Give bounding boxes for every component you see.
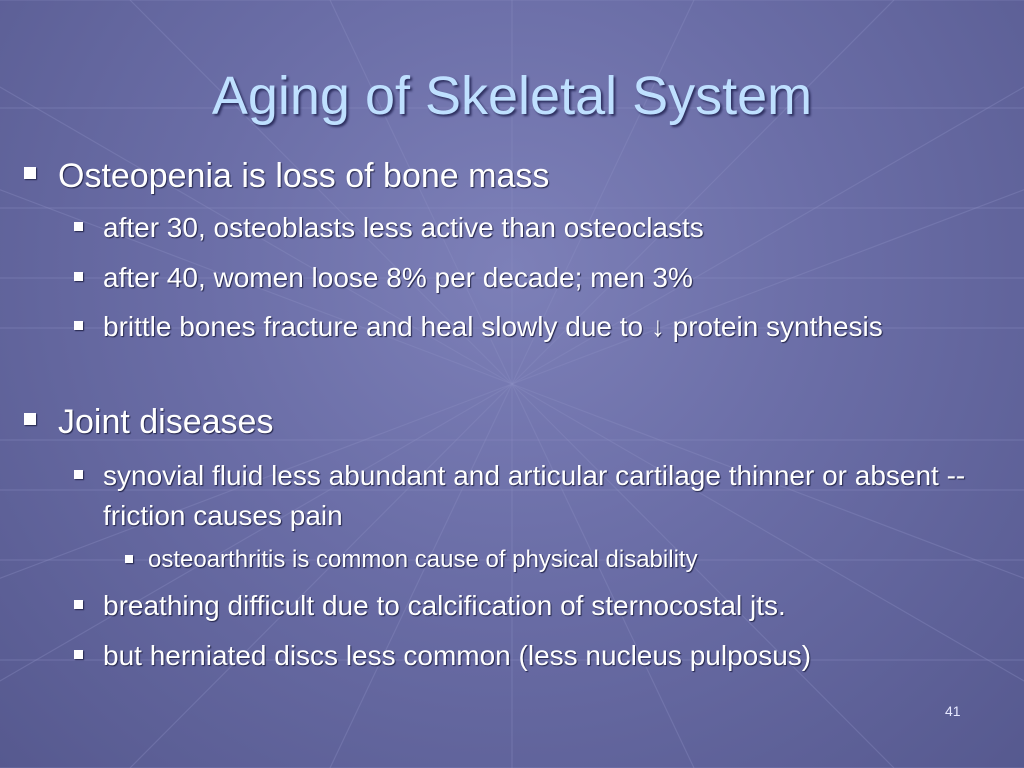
bullet-osteopenia bbox=[58, 156, 1008, 196]
square-bullet-icon bbox=[74, 650, 83, 659]
square-bullet-icon bbox=[74, 321, 83, 330]
sub-bullet-breathing bbox=[103, 586, 1018, 626]
square-bullet-icon bbox=[74, 600, 83, 609]
bullet-text: after 30, osteoblasts less active than osteoclasts bbox=[103, 212, 704, 243]
bullet-text: but herniated discs less common (less nucleus pulposus) bbox=[103, 640, 812, 671]
bullet-text: breathing difficult due to calcification of sternocostal jts. bbox=[103, 590, 786, 621]
sub-bullet-after-30 bbox=[103, 208, 1018, 248]
bullet-text: after 40, women loose 8% per decade; men 3% bbox=[103, 262, 693, 293]
square-bullet-icon bbox=[24, 167, 36, 179]
bullet-text: brittle bones fracture and heal slowly due to ↓ protein synthesis bbox=[103, 311, 883, 342]
slide-title: Aging of Skeletal System bbox=[211, 66, 813, 126]
bullet-text: Joint diseases bbox=[58, 403, 274, 441]
square-bullet-icon bbox=[74, 222, 83, 231]
bullet-text: osteoarthritis is common cause of physical disability bbox=[148, 546, 698, 573]
page-number: 41 bbox=[945, 703, 961, 719]
square-bullet-icon bbox=[74, 272, 83, 281]
sub-bullet-brittle-bones bbox=[103, 307, 1018, 347]
bullet-text: synovial fluid less abundant and articular cartilage thinner or absent -- friction causes pain bbox=[103, 460, 966, 531]
bullet-joint-diseases bbox=[58, 402, 1008, 442]
square-bullet-icon bbox=[24, 413, 36, 425]
sub-bullet-synovial-fluid bbox=[103, 456, 1018, 536]
sub-bullet-after-40 bbox=[103, 258, 1018, 298]
bullet-text: Osteopenia is loss of bone mass bbox=[58, 157, 550, 195]
sub-sub-bullet-osteoarthritis bbox=[148, 545, 1008, 575]
sub-bullet-herniated-discs bbox=[103, 636, 1018, 676]
square-bullet-icon bbox=[74, 470, 83, 479]
square-bullet-icon bbox=[125, 555, 133, 563]
